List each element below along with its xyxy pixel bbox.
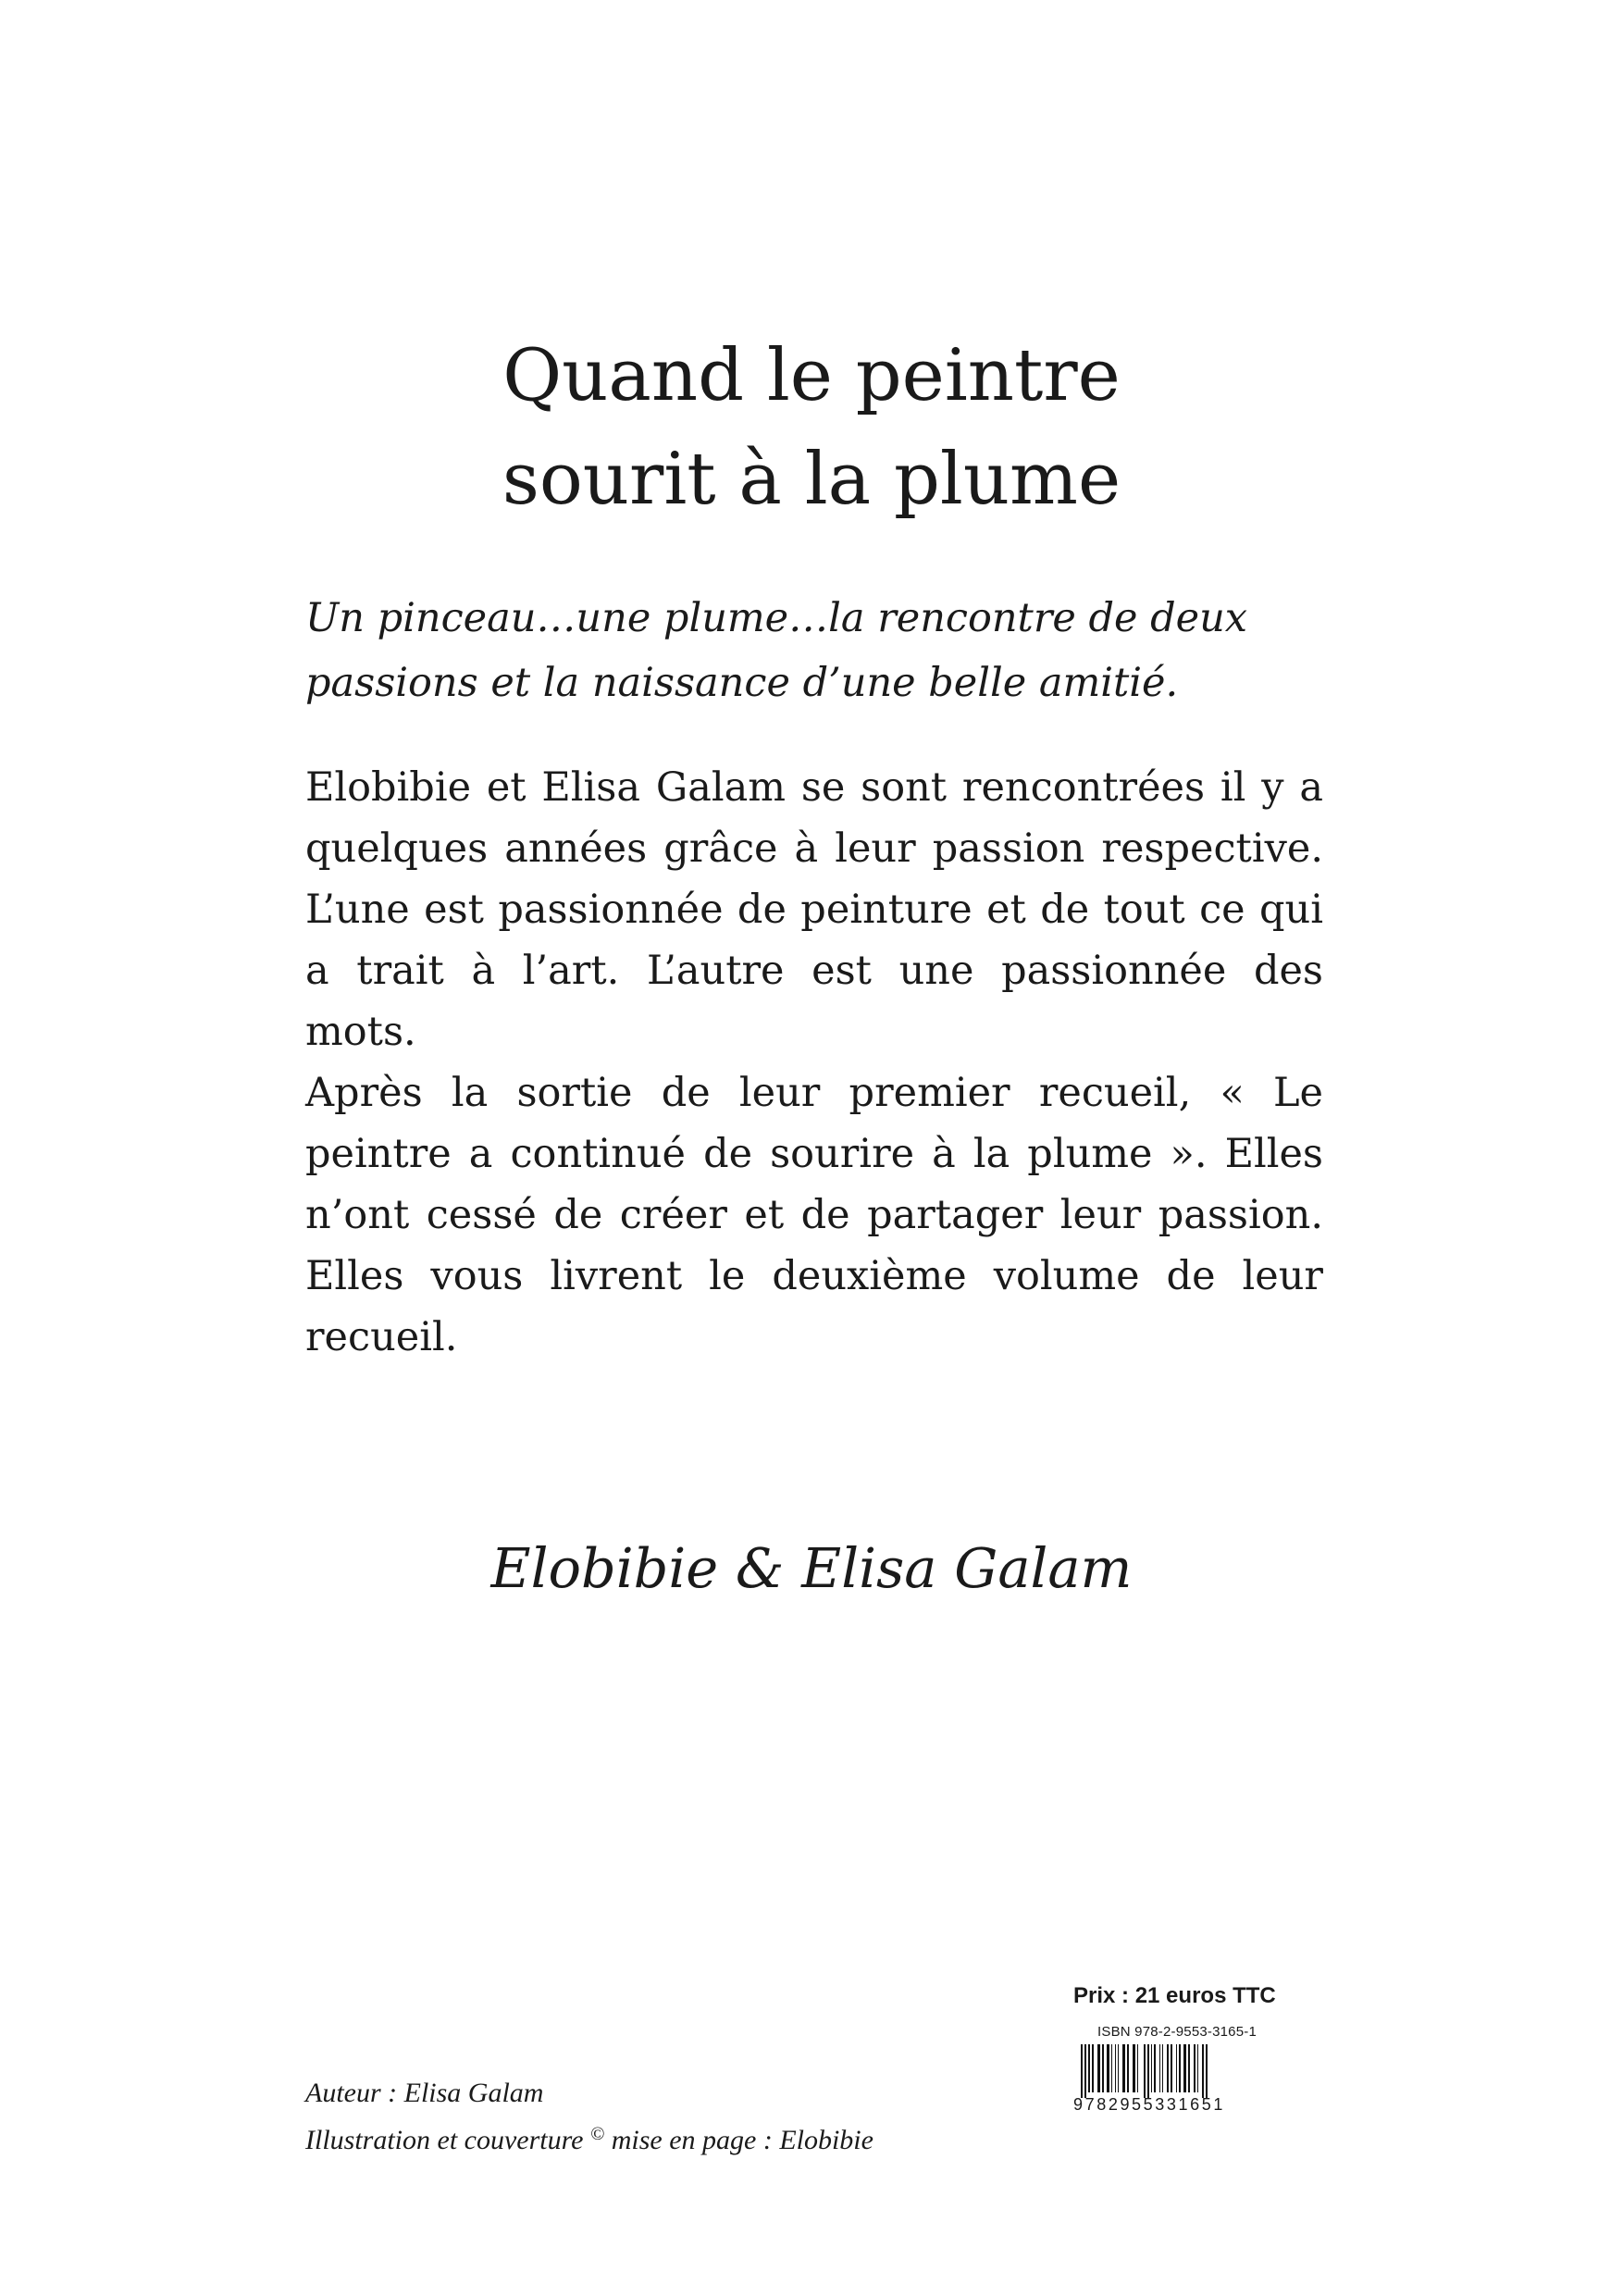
back-cover-summary [305,757,1323,1368]
tagline [305,586,1323,715]
barcode-icon [1073,2044,1295,2098]
book-title [0,324,1623,531]
tagline-line-2: passions et la naissance d’une belle amitié. [305,660,1179,706]
isbn-barcode [1073,2024,1295,2126]
summary-paragraph-2: Après la sortie de leur premier recueil, « Le peintre a continué de sourire à la plume ». Elles n’ont cessé de créer et de partager leur passion. Elles vous livrent le deuxième volume de leur recueil. [305,1070,1323,1360]
illustration-credit-label: Illustration et couverture [305,2125,584,2155]
tagline-line-1: Un pinceau…une plume…la rencontre de deux [305,595,1248,641]
layout-credit: mise en page : Elobibie [604,2125,873,2155]
barcode-digits: 9782955331651 [1073,2095,1225,2114]
illustration-credit [305,2114,873,2161]
author-credit: Auteur : Elisa Galam [305,2078,544,2108]
summary-paragraph-1: Elobibie et Elisa Galam se sont rencontrées il y a quelques années grâce à leur passion respective. L’une est passionnée de peinture et de tout ce qui a trait à l’art. L’autre est une passionnée des mots. [305,764,1323,1055]
title-line-2: sourit à la plume [502,438,1121,521]
copyright-symbol: © [590,2124,605,2144]
credits [305,2073,873,2161]
title-line-1: Quand le peintre [502,334,1121,417]
price-label: Prix : 21 euros TTC [1073,1983,1276,2008]
isbn-number: ISBN 978-2-9553-3165-1 [1097,2024,1258,2040]
authors-signature: Elobibie & Elisa Galam [490,1536,1133,1600]
